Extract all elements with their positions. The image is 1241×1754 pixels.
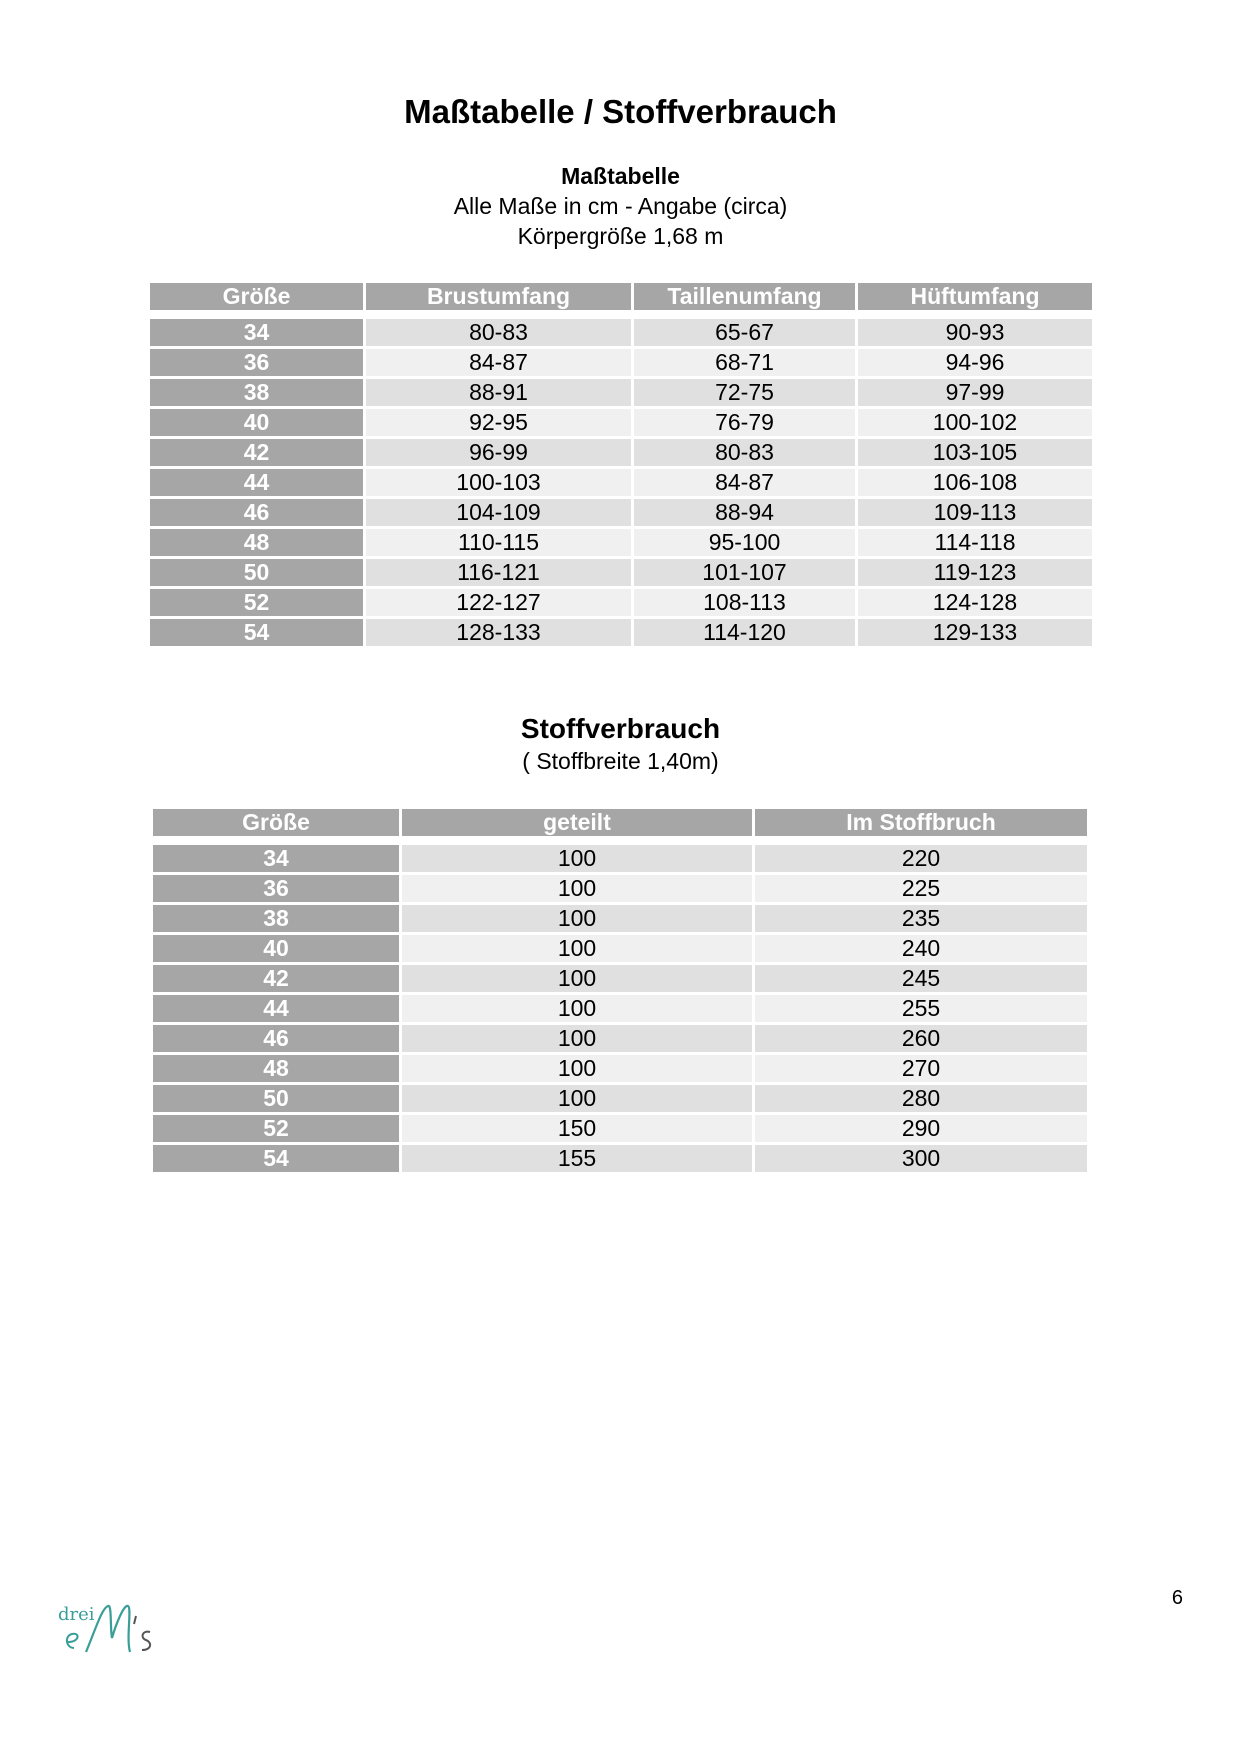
- fabric-table: [150, 806, 1090, 1175]
- value-cell: 103-105: [858, 439, 1092, 466]
- size-cell: 38: [150, 379, 363, 406]
- column-header-size: Größe: [150, 283, 363, 310]
- fabric-width-note: ( Stoffbreite 1,40m): [522, 748, 719, 774]
- measurement-heading: Maßtabelle: [561, 163, 680, 189]
- size-cell: 46: [153, 1025, 399, 1052]
- value-cell: 235: [755, 905, 1087, 932]
- value-cell: 129-133: [858, 619, 1092, 646]
- size-cell: 34: [150, 319, 363, 346]
- value-cell: 68-71: [634, 349, 855, 376]
- value-cell: 88-91: [366, 379, 631, 406]
- value-cell: 96-99: [366, 439, 631, 466]
- value-cell: 84-87: [366, 349, 631, 376]
- value-cell: 150: [402, 1115, 752, 1142]
- measurement-note-units: Alle Maße in cm - Angabe (circa): [453, 193, 788, 219]
- size-cell: 54: [150, 619, 363, 646]
- value-cell: 80-83: [366, 319, 631, 346]
- value-cell: 100-103: [366, 469, 631, 496]
- value-cell: 80-83: [634, 439, 855, 466]
- value-cell: 76-79: [634, 409, 855, 436]
- column-header-waist: Taillenumfang: [634, 283, 855, 310]
- value-cell: 300: [755, 1145, 1087, 1172]
- size-cell: 48: [153, 1055, 399, 1082]
- table-header-row: [150, 283, 1092, 310]
- size-cell: 42: [153, 965, 399, 992]
- value-cell: 119-123: [858, 559, 1092, 586]
- size-cell: 48: [150, 529, 363, 556]
- value-cell: 280: [755, 1085, 1087, 1112]
- value-cell: 100: [402, 935, 752, 962]
- size-cell: 50: [150, 559, 363, 586]
- value-cell: 100: [402, 1025, 752, 1052]
- value-cell: 100: [402, 965, 752, 992]
- size-cell: 52: [153, 1115, 399, 1142]
- column-header-fold: Im Stoffbruch: [755, 809, 1087, 836]
- table-row: [153, 1055, 1087, 1082]
- value-cell: 116-121: [366, 559, 631, 586]
- value-cell: 109-113: [858, 499, 1092, 526]
- value-cell: 260: [755, 1025, 1087, 1052]
- size-cell: 44: [150, 469, 363, 496]
- value-cell: 240: [755, 935, 1087, 962]
- size-cell: 38: [153, 905, 399, 932]
- table-row: [150, 589, 1092, 616]
- value-cell: 104-109: [366, 499, 631, 526]
- size-cell: 34: [153, 845, 399, 872]
- table-row: [150, 469, 1092, 496]
- fabric-heading: Stoffverbrauch: [520, 713, 721, 744]
- table-header-row: [153, 809, 1087, 836]
- value-cell: 290: [755, 1115, 1087, 1142]
- value-cell: 100: [402, 845, 752, 872]
- value-cell: 122-127: [366, 589, 631, 616]
- table-row: [150, 379, 1092, 406]
- value-cell: 155: [402, 1145, 752, 1172]
- table-row: [150, 619, 1092, 646]
- value-cell: 114-120: [634, 619, 855, 646]
- value-cell: 225: [755, 875, 1087, 902]
- size-cell: 46: [150, 499, 363, 526]
- value-cell: 65-67: [634, 319, 855, 346]
- value-cell: 88-94: [634, 499, 855, 526]
- table-row: [153, 875, 1087, 902]
- table-row: [153, 1025, 1087, 1052]
- brand-logo: [56, 1598, 166, 1662]
- page-number: 6: [1171, 1587, 1183, 1609]
- column-header-bust: Brustumfang: [366, 283, 631, 310]
- value-cell: 110-115: [366, 529, 631, 556]
- page-title: Maßtabelle / Stoffverbrauch: [404, 93, 837, 130]
- size-cell: 40: [153, 935, 399, 962]
- table-row: [153, 995, 1087, 1022]
- column-header-split: geteilt: [402, 809, 752, 836]
- size-cell: 44: [153, 995, 399, 1022]
- table-row: [153, 1145, 1087, 1172]
- size-cell: 40: [150, 409, 363, 436]
- table-row: [153, 935, 1087, 962]
- measurement-table: [147, 280, 1095, 649]
- size-cell: 36: [153, 875, 399, 902]
- table-row: [153, 1085, 1087, 1112]
- table-row: [150, 439, 1092, 466]
- fabric-table-body: [153, 839, 1087, 1172]
- table-row: [153, 1115, 1087, 1142]
- value-cell: 124-128: [858, 589, 1092, 616]
- value-cell: 100: [402, 995, 752, 1022]
- size-cell: 50: [153, 1085, 399, 1112]
- value-cell: 101-107: [634, 559, 855, 586]
- table-row: [150, 559, 1092, 586]
- value-cell: 108-113: [634, 589, 855, 616]
- size-cell: 52: [150, 589, 363, 616]
- table-row: [150, 349, 1092, 376]
- size-cell: 54: [153, 1145, 399, 1172]
- value-cell: 128-133: [366, 619, 631, 646]
- value-cell: 90-93: [858, 319, 1092, 346]
- value-cell: 92-95: [366, 409, 631, 436]
- table-row: [153, 845, 1087, 872]
- table-row: [150, 409, 1092, 436]
- table-row: [150, 319, 1092, 346]
- logo-word: drei: [58, 1604, 95, 1625]
- logo-mark-icon: [56, 1598, 166, 1662]
- value-cell: 84-87: [634, 469, 855, 496]
- table-row: [150, 529, 1092, 556]
- measurement-note-height: Körpergröße 1,68 m: [517, 223, 724, 249]
- value-cell: 100: [402, 905, 752, 932]
- measurement-table-body: [150, 313, 1092, 646]
- column-header-size: Größe: [153, 809, 399, 836]
- value-cell: 72-75: [634, 379, 855, 406]
- table-row: [153, 905, 1087, 932]
- column-header-hip: Hüftumfang: [858, 283, 1092, 310]
- size-cell: 36: [150, 349, 363, 376]
- value-cell: 95-100: [634, 529, 855, 556]
- value-cell: 245: [755, 965, 1087, 992]
- size-cell: 42: [150, 439, 363, 466]
- table-row: [150, 499, 1092, 526]
- value-cell: 100: [402, 1055, 752, 1082]
- value-cell: 106-108: [858, 469, 1092, 496]
- value-cell: 114-118: [858, 529, 1092, 556]
- value-cell: 97-99: [858, 379, 1092, 406]
- value-cell: 220: [755, 845, 1087, 872]
- value-cell: 94-96: [858, 349, 1092, 376]
- value-cell: 255: [755, 995, 1087, 1022]
- value-cell: 270: [755, 1055, 1087, 1082]
- table-row: [153, 965, 1087, 992]
- value-cell: 100-102: [858, 409, 1092, 436]
- value-cell: 100: [402, 1085, 752, 1112]
- value-cell: 100: [402, 875, 752, 902]
